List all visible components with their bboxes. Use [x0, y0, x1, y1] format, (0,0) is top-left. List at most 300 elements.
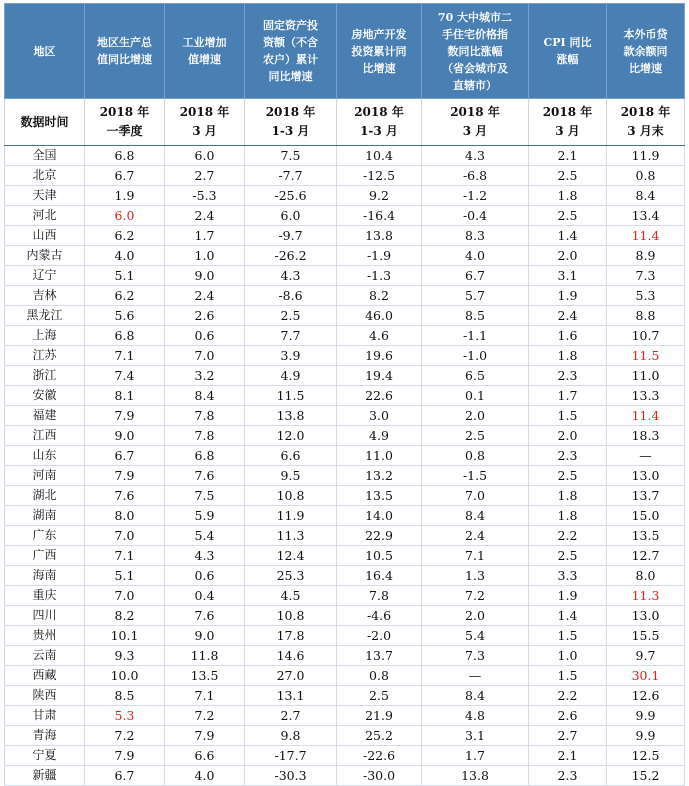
table-body [5, 146, 685, 786]
data-period-4: 2018 年 1-3 月 [337, 99, 422, 146]
value-cell: 2.5 [422, 426, 529, 446]
value-cell: 3.3 [529, 566, 607, 586]
value-cell: 5.3 [85, 706, 165, 726]
value-cell: 13.2 [337, 466, 422, 486]
value-cell: -8.6 [245, 286, 337, 306]
region-name-cell: 四川 [5, 606, 85, 626]
value-cell: 7.8 [337, 586, 422, 606]
value-cell: 9.5 [245, 466, 337, 486]
value-cell: 7.1 [85, 346, 165, 366]
value-cell: 7.6 [85, 486, 165, 506]
value-cell: 46.0 [337, 306, 422, 326]
data-period-1: 2018 年 一季度 [85, 99, 165, 146]
table-row [5, 246, 685, 266]
table-row [5, 346, 685, 366]
table-subheader-row [5, 99, 685, 146]
value-cell: 1.3 [422, 566, 529, 586]
column-header-5: 70 大中城市二 手住宅价格指 数同比涨幅 （省会城市及 直辖市） [422, 4, 529, 99]
value-cell: 13.5 [337, 486, 422, 506]
value-cell: 4.0 [165, 766, 245, 786]
table-row [5, 466, 685, 486]
value-cell: 6.0 [165, 146, 245, 166]
region-name-cell: 安徽 [5, 386, 85, 406]
value-cell: 2.0 [529, 246, 607, 266]
value-cell: 7.6 [165, 606, 245, 626]
value-cell: 2.5 [337, 686, 422, 706]
table-row [5, 426, 685, 446]
value-cell: 11.0 [337, 446, 422, 466]
value-cell: 5.4 [165, 526, 245, 546]
region-name-cell: 广东 [5, 526, 85, 546]
value-cell: 2.1 [529, 746, 607, 766]
region-name-cell: 山西 [5, 226, 85, 246]
value-cell: 16.4 [337, 566, 422, 586]
value-cell: 2.2 [529, 526, 607, 546]
table-row [5, 706, 685, 726]
value-cell: -12.5 [337, 166, 422, 186]
value-cell: 11.3 [245, 526, 337, 546]
value-cell: 2.6 [529, 706, 607, 726]
value-cell: 4.3 [245, 266, 337, 286]
value-cell: 22.9 [337, 526, 422, 546]
value-cell: 2.1 [529, 146, 607, 166]
value-cell: 1.9 [529, 286, 607, 306]
value-cell: 10.0 [85, 666, 165, 686]
value-cell: 7.0 [85, 586, 165, 606]
value-cell: 13.4 [607, 206, 685, 226]
region-name-cell: 陕西 [5, 686, 85, 706]
value-cell: 11.4 [607, 226, 685, 246]
region-name-cell: 河南 [5, 466, 85, 486]
value-cell: 1.9 [85, 186, 165, 206]
value-cell: 11.3 [607, 586, 685, 606]
table-row [5, 366, 685, 386]
value-cell: 4.5 [245, 586, 337, 606]
value-cell: 0.8 [422, 446, 529, 466]
region-name-cell: 河北 [5, 206, 85, 226]
value-cell: 8.8 [607, 306, 685, 326]
value-cell: 7.9 [165, 726, 245, 746]
value-cell: 2.7 [245, 706, 337, 726]
value-cell: 3.9 [245, 346, 337, 366]
region-name-cell: 宁夏 [5, 746, 85, 766]
value-cell: 6.5 [422, 366, 529, 386]
value-cell: 8.0 [607, 566, 685, 586]
value-cell: 1.5 [529, 626, 607, 646]
value-cell: 2.4 [165, 286, 245, 306]
value-cell: 13.3 [607, 386, 685, 406]
value-cell: 8.2 [85, 606, 165, 626]
value-cell: 7.4 [85, 366, 165, 386]
value-cell: 8.3 [422, 226, 529, 246]
value-cell: 7.9 [85, 746, 165, 766]
value-cell: 10.4 [337, 146, 422, 166]
value-cell: 6.7 [85, 166, 165, 186]
value-cell: 7.2 [85, 726, 165, 746]
data-time-label: 数据时间 [5, 99, 85, 146]
value-cell: 13.7 [607, 486, 685, 506]
region-name-cell: 吉林 [5, 286, 85, 306]
value-cell: -1.5 [422, 466, 529, 486]
value-cell: 4.3 [165, 546, 245, 566]
table-row [5, 766, 685, 786]
data-period-2: 2018 年 3 月 [165, 99, 245, 146]
value-cell: -0.4 [422, 206, 529, 226]
value-cell: 3.1 [422, 726, 529, 746]
value-cell: 10.8 [245, 606, 337, 626]
value-cell: 2.5 [529, 206, 607, 226]
value-cell: 1.5 [529, 406, 607, 426]
value-cell: 30.1 [607, 666, 685, 686]
table-row [5, 626, 685, 646]
regional-economy-table [4, 3, 685, 786]
value-cell: 4.8 [422, 706, 529, 726]
table-row [5, 586, 685, 606]
value-cell: 1.6 [529, 326, 607, 346]
value-cell: -22.6 [337, 746, 422, 766]
region-name-cell: 西藏 [5, 666, 85, 686]
value-cell: 25.2 [337, 726, 422, 746]
value-cell: 6.0 [245, 206, 337, 226]
value-cell: 1.5 [529, 666, 607, 686]
value-cell: 13.8 [422, 766, 529, 786]
value-cell: 8.4 [165, 386, 245, 406]
value-cell: 7.9 [85, 406, 165, 426]
value-cell: 13.8 [337, 226, 422, 246]
value-cell: 12.5 [607, 746, 685, 766]
table-row [5, 606, 685, 626]
region-name-cell: 广西 [5, 546, 85, 566]
region-name-cell: 甘肃 [5, 706, 85, 726]
value-cell: 15.0 [607, 506, 685, 526]
region-name-cell: 海南 [5, 566, 85, 586]
value-cell: 2.3 [529, 766, 607, 786]
value-cell: 7.5 [165, 486, 245, 506]
value-cell: 9.0 [85, 426, 165, 446]
value-cell: 13.5 [607, 526, 685, 546]
value-cell: 2.0 [422, 406, 529, 426]
value-cell: -2.0 [337, 626, 422, 646]
value-cell: -30.0 [337, 766, 422, 786]
value-cell: -5.3 [165, 186, 245, 206]
table-row [5, 146, 685, 166]
value-cell: 9.0 [165, 266, 245, 286]
value-cell: -1.3 [337, 266, 422, 286]
value-cell: 7.7 [245, 326, 337, 346]
value-cell: 1.8 [529, 486, 607, 506]
table-row [5, 666, 685, 686]
table-row [5, 186, 685, 206]
value-cell: -1.0 [422, 346, 529, 366]
value-cell: 7.1 [165, 686, 245, 706]
value-cell: 10.1 [85, 626, 165, 646]
value-cell: 13.0 [607, 466, 685, 486]
value-cell: 9.8 [245, 726, 337, 746]
value-cell: 3.2 [165, 366, 245, 386]
value-cell: 1.0 [165, 246, 245, 266]
value-cell: — [422, 666, 529, 686]
value-cell: -1.9 [337, 246, 422, 266]
value-cell: 13.7 [337, 646, 422, 666]
value-cell: 1.8 [529, 346, 607, 366]
table-row [5, 406, 685, 426]
value-cell: 8.4 [422, 506, 529, 526]
region-name-cell: 黑龙江 [5, 306, 85, 326]
value-cell: 7.3 [607, 266, 685, 286]
region-name-cell: 新疆 [5, 766, 85, 786]
value-cell: 11.8 [165, 646, 245, 666]
value-cell: 11.4 [607, 406, 685, 426]
table-row [5, 566, 685, 586]
value-cell: 11.9 [607, 146, 685, 166]
value-cell: 7.3 [422, 646, 529, 666]
region-name-cell: 上海 [5, 326, 85, 346]
column-header-1: 地区生产总 值同比增速 [85, 4, 165, 99]
value-cell: 3.1 [529, 266, 607, 286]
value-cell: 0.6 [165, 326, 245, 346]
region-name-cell: 北京 [5, 166, 85, 186]
value-cell: 17.8 [245, 626, 337, 646]
value-cell: 8.4 [422, 686, 529, 706]
value-cell: -17.7 [245, 746, 337, 766]
value-cell: 2.5 [529, 546, 607, 566]
data-period-3: 2018 年 1-3 月 [245, 99, 337, 146]
value-cell: 6.8 [85, 326, 165, 346]
value-cell: 8.4 [607, 186, 685, 206]
table-row [5, 546, 685, 566]
table-header-row [5, 4, 685, 99]
value-cell: -6.8 [422, 166, 529, 186]
value-cell: 5.3 [607, 286, 685, 306]
region-name-cell: 江苏 [5, 346, 85, 366]
value-cell: 11.0 [607, 366, 685, 386]
region-name-cell: 山东 [5, 446, 85, 466]
value-cell: 5.6 [85, 306, 165, 326]
regional-economy-table-container [4, 3, 684, 786]
value-cell: 7.8 [165, 426, 245, 446]
table-row [5, 226, 685, 246]
value-cell: 10.5 [337, 546, 422, 566]
value-cell: 3.0 [337, 406, 422, 426]
value-cell: 1.7 [529, 386, 607, 406]
value-cell: 9.7 [607, 646, 685, 666]
value-cell: 2.7 [165, 166, 245, 186]
value-cell: 1.8 [529, 186, 607, 206]
value-cell: 13.8 [245, 406, 337, 426]
value-cell: 4.6 [337, 326, 422, 346]
value-cell: 13.1 [245, 686, 337, 706]
table-row [5, 446, 685, 466]
value-cell: 4.3 [422, 146, 529, 166]
table-row [5, 506, 685, 526]
column-header-7: 本外币贷 款余额同 比增速 [607, 4, 685, 99]
value-cell: 0.4 [165, 586, 245, 606]
table-row [5, 286, 685, 306]
value-cell: 7.0 [422, 486, 529, 506]
value-cell: 12.6 [607, 686, 685, 706]
value-cell: -4.6 [337, 606, 422, 626]
value-cell: 8.2 [337, 286, 422, 306]
table-row [5, 326, 685, 346]
value-cell: 6.7 [422, 266, 529, 286]
value-cell: 0.1 [422, 386, 529, 406]
value-cell: 5.1 [85, 566, 165, 586]
table-row [5, 726, 685, 746]
value-cell: 7.2 [422, 586, 529, 606]
value-cell: 9.9 [607, 706, 685, 726]
value-cell: 4.9 [337, 426, 422, 446]
value-cell: 8.0 [85, 506, 165, 526]
value-cell: 6.7 [85, 446, 165, 466]
region-name-cell: 全国 [5, 146, 85, 166]
value-cell: 25.3 [245, 566, 337, 586]
value-cell: -9.7 [245, 226, 337, 246]
region-name-cell: 湖北 [5, 486, 85, 506]
value-cell: 9.9 [607, 726, 685, 746]
value-cell: 6.8 [85, 146, 165, 166]
value-cell: 10.7 [607, 326, 685, 346]
value-cell: 7.1 [422, 546, 529, 566]
value-cell: 5.7 [422, 286, 529, 306]
value-cell: 1.0 [529, 646, 607, 666]
value-cell: 12.0 [245, 426, 337, 446]
value-cell: — [607, 446, 685, 466]
column-header-3: 固定资产投 资额（不含 农户）累计 同比增速 [245, 4, 337, 99]
value-cell: 5.9 [165, 506, 245, 526]
value-cell: 14.6 [245, 646, 337, 666]
value-cell: 1.8 [529, 506, 607, 526]
value-cell: 2.4 [422, 526, 529, 546]
value-cell: 8.1 [85, 386, 165, 406]
table-row [5, 646, 685, 666]
value-cell: 18.3 [607, 426, 685, 446]
value-cell: -1.1 [422, 326, 529, 346]
value-cell: 7.8 [165, 406, 245, 426]
value-cell: 15.2 [607, 766, 685, 786]
table-row [5, 526, 685, 546]
region-name-cell: 内蒙古 [5, 246, 85, 266]
data-period-6: 2018 年 3 月 [529, 99, 607, 146]
value-cell: 2.4 [529, 306, 607, 326]
data-period-5: 2018 年 3 月 [422, 99, 529, 146]
region-name-cell: 湖南 [5, 506, 85, 526]
value-cell: 12.4 [245, 546, 337, 566]
value-cell: -7.7 [245, 166, 337, 186]
value-cell: 1.4 [529, 606, 607, 626]
value-cell: 5.1 [85, 266, 165, 286]
value-cell: 4.0 [422, 246, 529, 266]
value-cell: 6.2 [85, 226, 165, 246]
value-cell: 8.5 [85, 686, 165, 706]
value-cell: 14.0 [337, 506, 422, 526]
value-cell: 7.2 [165, 706, 245, 726]
value-cell: 7.6 [165, 466, 245, 486]
value-cell: 11.9 [245, 506, 337, 526]
value-cell: 4.9 [245, 366, 337, 386]
value-cell: 2.5 [529, 166, 607, 186]
value-cell: 21.9 [337, 706, 422, 726]
region-name-cell: 江西 [5, 426, 85, 446]
value-cell: 9.3 [85, 646, 165, 666]
column-header-4: 房地产开发 投资累计同 比增速 [337, 4, 422, 99]
value-cell: 2.5 [245, 306, 337, 326]
value-cell: 2.0 [422, 606, 529, 626]
value-cell: 19.6 [337, 346, 422, 366]
value-cell: 2.4 [165, 206, 245, 226]
value-cell: 12.7 [607, 546, 685, 566]
value-cell: 6.6 [165, 746, 245, 766]
value-cell: 6.2 [85, 286, 165, 306]
region-name-cell: 贵州 [5, 626, 85, 646]
value-cell: -26.2 [245, 246, 337, 266]
data-period-7: 2018 年 3 月末 [607, 99, 685, 146]
region-name-cell: 重庆 [5, 586, 85, 606]
table-row [5, 686, 685, 706]
value-cell: 1.9 [529, 586, 607, 606]
value-cell: 13.0 [607, 606, 685, 626]
column-header-2: 工业增加 值增速 [165, 4, 245, 99]
value-cell: 11.5 [245, 386, 337, 406]
value-cell: 4.0 [85, 246, 165, 266]
value-cell: 7.9 [85, 466, 165, 486]
value-cell: 2.7 [529, 726, 607, 746]
value-cell: -25.6 [245, 186, 337, 206]
region-name-cell: 青海 [5, 726, 85, 746]
region-name-cell: 辽宁 [5, 266, 85, 286]
value-cell: -30.3 [245, 766, 337, 786]
value-cell: 2.5 [529, 466, 607, 486]
value-cell: 22.6 [337, 386, 422, 406]
value-cell: 9.0 [165, 626, 245, 646]
value-cell: 8.5 [422, 306, 529, 326]
table-row [5, 166, 685, 186]
value-cell: 6.6 [245, 446, 337, 466]
table-row [5, 386, 685, 406]
value-cell: 7.0 [165, 346, 245, 366]
value-cell: 2.3 [529, 446, 607, 466]
value-cell: 8.9 [607, 246, 685, 266]
region-name-cell: 浙江 [5, 366, 85, 386]
value-cell: 10.8 [245, 486, 337, 506]
value-cell: 7.1 [85, 546, 165, 566]
value-cell: 11.5 [607, 346, 685, 366]
column-header-0: 地区 [5, 4, 85, 99]
region-name-cell: 云南 [5, 646, 85, 666]
value-cell: 5.4 [422, 626, 529, 646]
value-cell: 1.7 [422, 746, 529, 766]
value-cell: -1.2 [422, 186, 529, 206]
table-row [5, 206, 685, 226]
value-cell: 2.3 [529, 366, 607, 386]
region-name-cell: 天津 [5, 186, 85, 206]
table-row [5, 486, 685, 506]
value-cell: 1.7 [165, 226, 245, 246]
value-cell: 2.2 [529, 686, 607, 706]
table-row [5, 266, 685, 286]
value-cell: 1.4 [529, 226, 607, 246]
region-name-cell: 福建 [5, 406, 85, 426]
value-cell: 0.8 [337, 666, 422, 686]
value-cell: 27.0 [245, 666, 337, 686]
value-cell: 2.0 [529, 426, 607, 446]
value-cell: 13.5 [165, 666, 245, 686]
value-cell: 2.6 [165, 306, 245, 326]
table-row [5, 306, 685, 326]
value-cell: 6.8 [165, 446, 245, 466]
value-cell: 6.7 [85, 766, 165, 786]
table-row [5, 746, 685, 766]
column-header-6: CPI 同比 涨幅 [529, 4, 607, 99]
